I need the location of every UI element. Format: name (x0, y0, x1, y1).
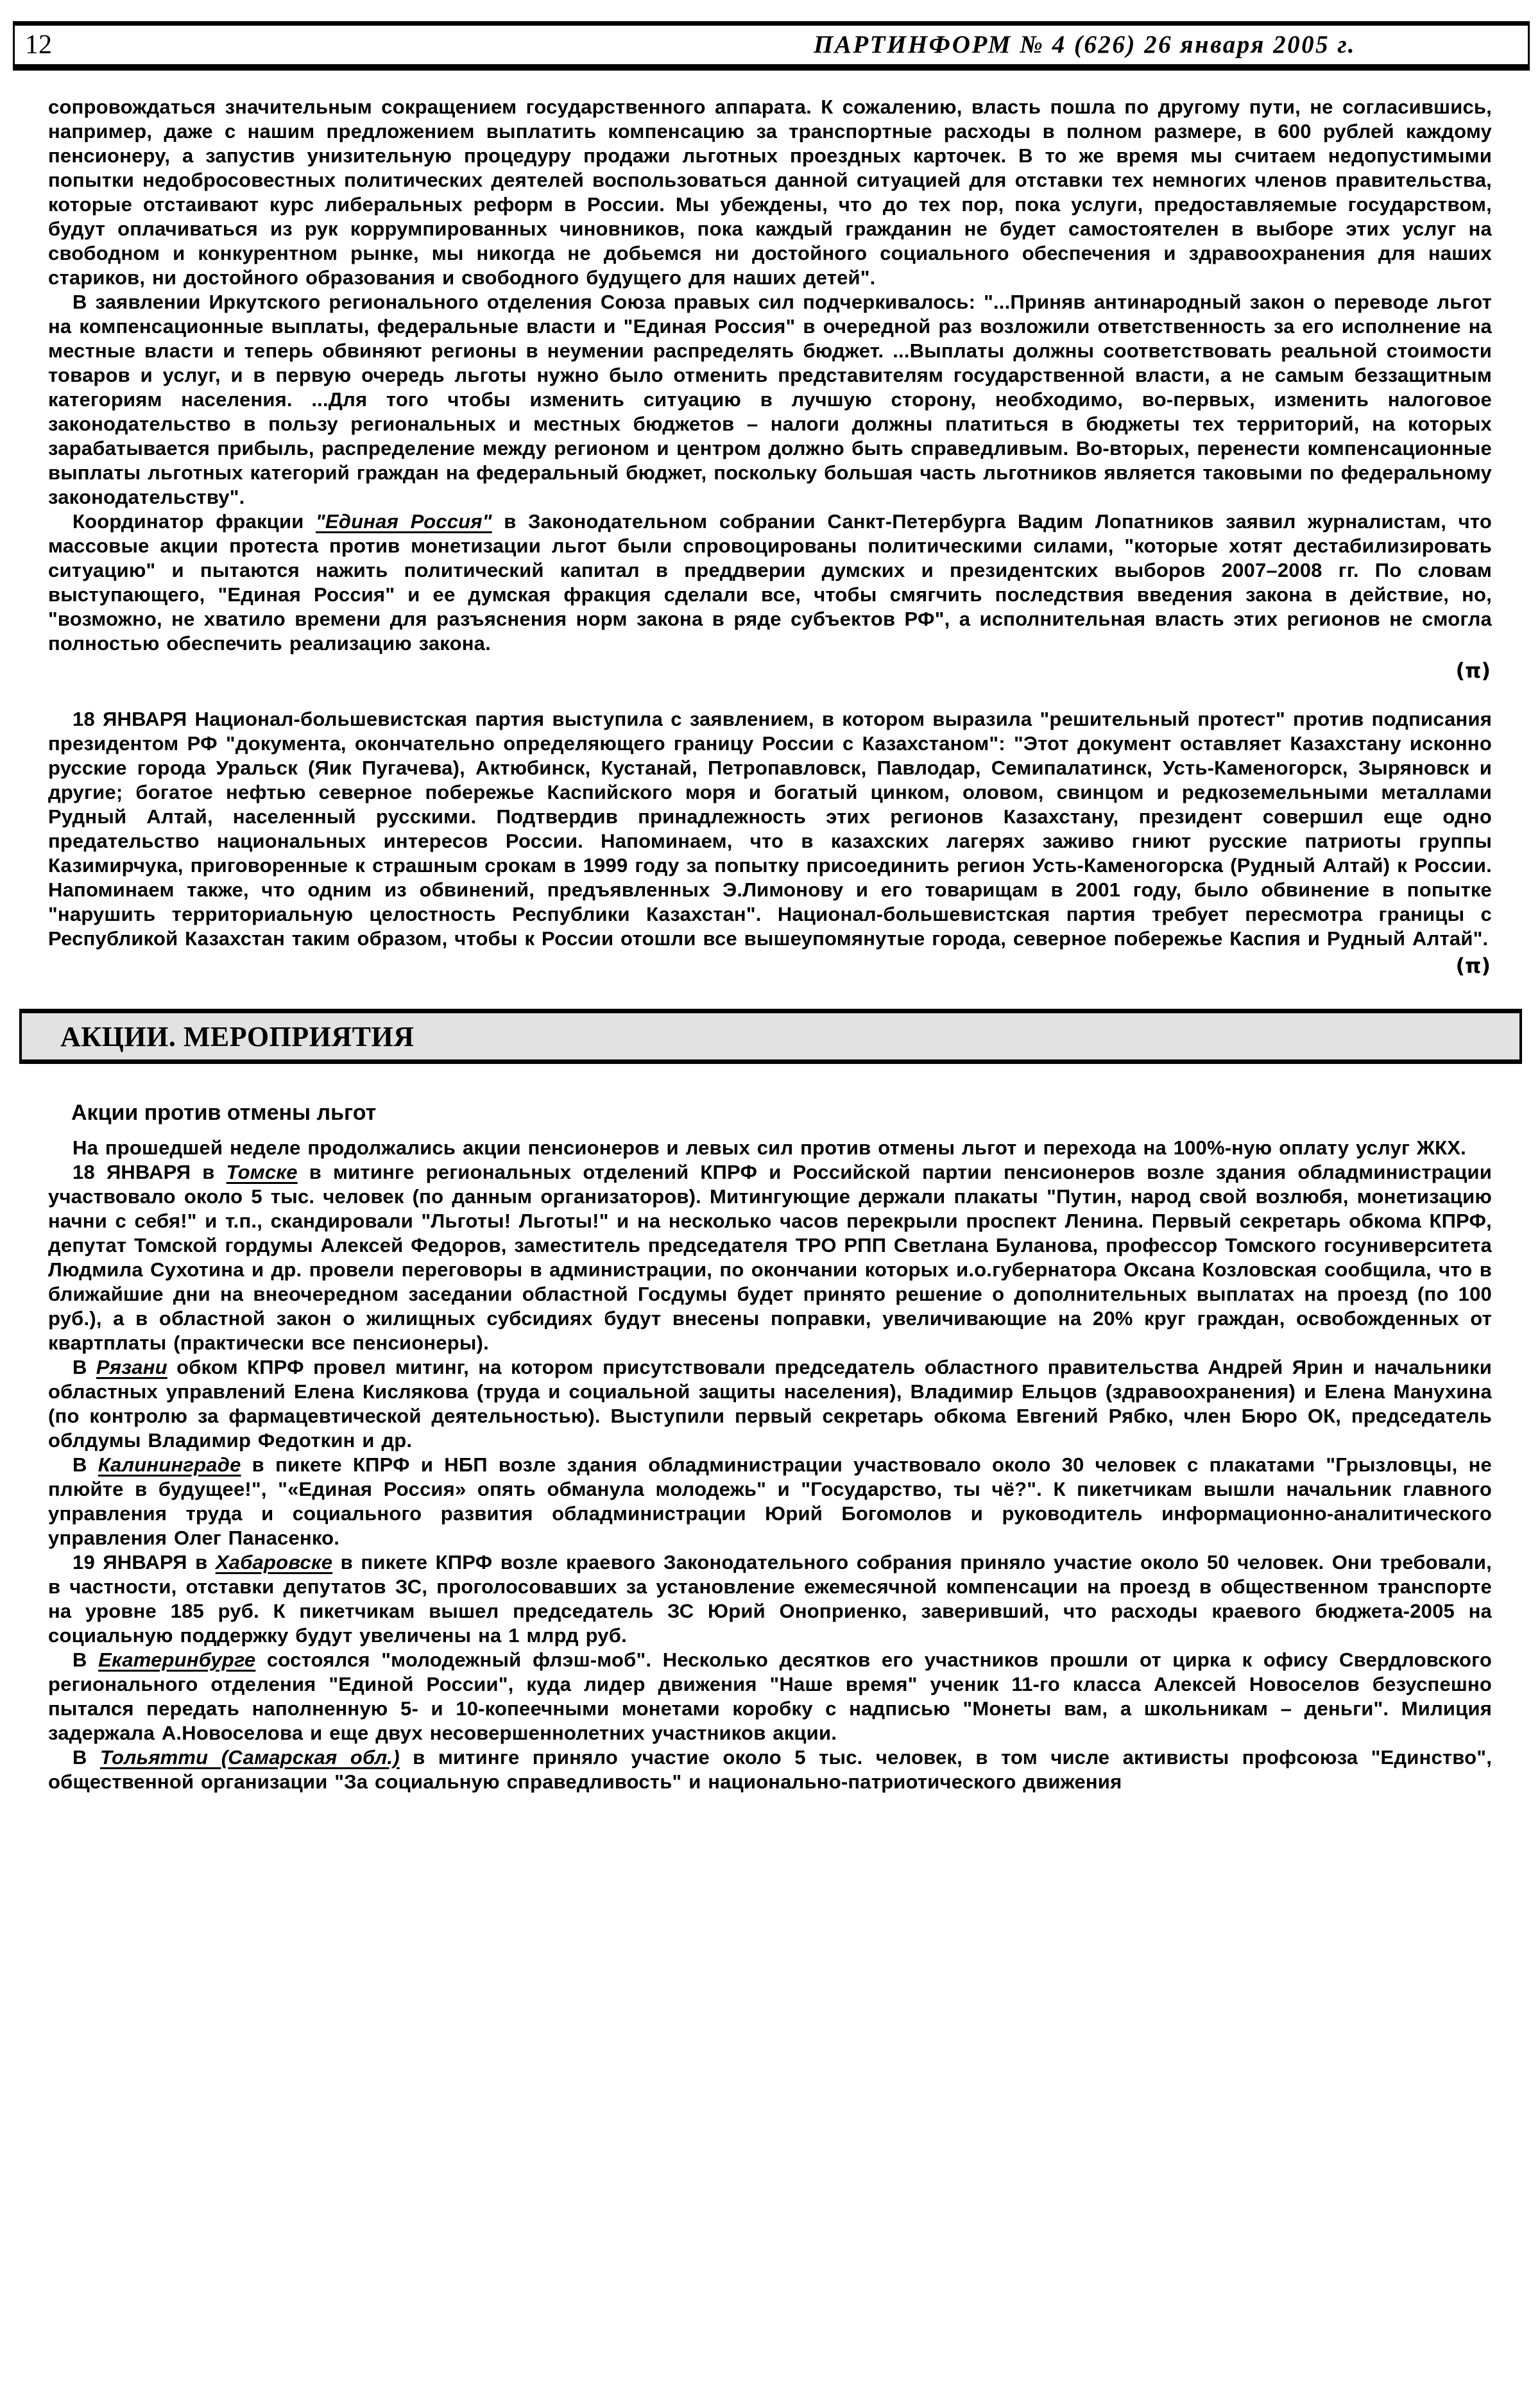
item-end-mark: (π) (1455, 658, 1491, 683)
text-run: В заявлении Иркутского регионального отделения Союза правых сил подчеркивалось: "...Приняв антинародный закон о переводе льгот на компенсационные выплаты, федеральные власти и "Единая Россия" в очередной раз возложили ответственность за его исполнение на местные власти и теперь обвиняют регионы в неумении распределять бюджет. ...Выплаты должны соответствовать реальной стоимости товаров и услуг, и в первую очередь льготы нужно было отменить представителям государственной власти, а не самым беззащитным категориям населения. ...Для того чтобы изменить ситуацию в лучшую сторону, необходимо, во-первых, изменить налоговое законодательство в пользу региональных и местных бюджетов – налоги должны платиться в бюджеты тех территорий, на которых зарабатывается прибыль, распределение между регионом и центром должно быть справедливым. Во-вторых, перенести компенсационные выплаты льготных категорий граждан на федеральный бюджет, поскольку большая часть льготников является таковыми по федеральному законодательству". (48, 291, 1492, 508)
emphasized-text: Тольятти (Самарская обл.) (100, 1746, 400, 1769)
emphasized-text: Хабаровске (215, 1551, 333, 1573)
text-run: сопровождаться значительным сокращением государственного аппарата. К сожалению, власть пошла по другому пути, не согласившись, например, даже с нашим предложением выплатить компенсацию за транспортные расходы в полном размере, в 600 рублей каждому пенсионеру, а запустив унизительную процедуру продажи льготных проездных карточек. В то же время мы считаем недопустимыми попытки недобросовестных политических деятелей воспользоваться данной ситуацией для отставки тех немногих членов правительства, которые отстаивают курс либеральных реформ в России. Мы убеждены, что до тех пор, пока услуги, предоставляемые государством, будут оплачиваться из рук коррумпированных чиновников, пока каждый гражданин не будет самостоятелен в выборе этих услуг на свободном и конкурентном рынке, мы никогда не добьемся ни достойного социального обеспечения и здравоохранения для наших стариков, ни достойного образования и свободного будущего для наших детей". (48, 96, 1492, 289)
text-run: В (73, 1356, 96, 1378)
text-run: в митинге приняло участие около 5 тыс. человек, в том числе активисты профсоюза "Единство", общественной организации "За социальную справедливость" и национально-патриотического движения (48, 1746, 1493, 1793)
text-run: в митинге региональных отделений КПРФ и Российской партии пенсионеров возле здания обладминистрации участвовало около 5 тыс. человек (по данным организаторов). Митингующие держали плакаты "Путин, народ свой возлюбя, монетизацию начни с себя!" и т.п., скандировали "Льготы! Льготы!" и на несколько часов перекрыли проспект Ленина. Первый секретарь обкома КПРФ, депутат Томской гордумы Алексей Федоров, заместитель председателя ТРО РПП Светлана Буланова, профессор Томского госуниверситета Людмила Сухотина и др. провели переговоры в администрации, по окончании которых и.о.губернатора Оксана Козловская сообщила, что в ближайшие дни на внеочередном заседании областной Госдумы будет принято решение о дополнительных выплатах на проезд (по 100 руб.), а в областной закон о жилищных субсидиях будут внесены поправки, увеличивающие на 20% круг граждан, освобожденных от квартплаты (практически все пенсионеры). (48, 1161, 1492, 1354)
emphasized-text: Калининграде (98, 1453, 241, 1476)
emphasized-text: Рязани (96, 1356, 167, 1378)
subheading: Акции против отмены льгот (71, 1101, 377, 1125)
paragraph (48, 707, 1492, 951)
text-run: в пикете КПРФ и НБП возле здания обладминистрации участвовало около 30 человек с плакатами "Грызловцы, не плюйте в будущее!", "«Единая Россия» опять обманула молодежь" и "Государство, ты чё?". К пикетчикам вышли начальник главного управления труда и социального развития обладминистрации Юрий Богомолов и руководитель информационно-аналитического управления Олег Панасенко. (48, 1453, 1493, 1549)
page-number: 12 (25, 30, 52, 60)
paragraph (48, 1355, 1492, 1453)
item-end-mark: (π) (1455, 954, 1491, 978)
paragraph (48, 1648, 1492, 1745)
paragraph (48, 1745, 1492, 1794)
text-run: На прошедшей неделе продолжались акции пенсионеров и левых сил против отмены льгот и перехода на 100%-ную оплату услуг ЖКХ. (73, 1136, 1466, 1159)
emphasized-text: Екатеринбурге (98, 1649, 256, 1671)
paragraph (48, 1160, 1492, 1355)
paragraph (48, 290, 1492, 510)
issue-title: ПАРТИНФОРМ № 4 (626) 26 января 2005 г. (814, 31, 1356, 58)
text-run: В (73, 1453, 98, 1476)
text-run: состоялся "молодежный флэш-моб". Несколько десятков его участников прошли от цирка к офису Свердловского регионального отделения "Единой России", куда лидер движения "Наше время" ученик 11-го класса Алексей Новоселов безуспешно пытался передать наполненную 5- и 10-копеечными монетами коробку с надписью "Монеты вам, а школьникам – деньги". Милиция задержала А.Новоселова и еще двух несовершеннолетних участников акции. (48, 1649, 1492, 1744)
text-run: в Законодательном собрании Санкт-Петербурга Вадим Лопатников заявил журналистам, что массовые акции протеста против монетизации льгот были спровоцированы политическими силами, "которые хотят дестабилизировать ситуацию" и пытаются нажить политический капитал в преддверии думских и президентских выборов 2007–2008 гг. По словам выступающего, "Единая Россия" и ее думская фракция сделали все, чтобы смягчить последствия введения закона в действие, но, "возможно, не хватило времени для разъяснения норм закона в ряде субъектов РФ", а исполнительная власть этих регионов не смогла полностью обеспечить реализацию закона. (48, 510, 1492, 655)
paragraph (48, 95, 1492, 290)
paragraph (48, 1550, 1492, 1648)
text-run: обком КПРФ провел митинг, на котором присутствовали председатель областного правительства Андрей Ярин и начальники областных управлений Елена Кислякова (труда и социальной защиты населения), Владимир Ельцов (здравоохранения) и Елена Манухина (по контролю за фармацевтической деятельностью). Выступили первый секретарь обкома Евгений Рябко, член Бюро ОК, председатель облдумы Владимир Федоткин и др. (48, 1356, 1492, 1452)
masthead (13, 21, 1530, 71)
text-run: в пикете КПРФ возле краевого Законодательного собрания приняло участие около 50 человек. Они требовали, в частности, отставки депутатов ЗС, проголосовавших за установление ежемесячной компенсации на проезд в общественном транспорте на уровне 185 руб. К пикетчикам вышел председатель ЗС Юрий Оноприенко, заверивший, что расходы краевого бюджета-2005 на социальную поддержку будут увеличены на 1 млрд руб. (48, 1551, 1492, 1647)
section-header-box (19, 1009, 1522, 1064)
emphasized-text: Томске (226, 1161, 298, 1183)
text-run: 18 ЯНВАРЯ в (73, 1161, 227, 1183)
paragraph (48, 1453, 1492, 1550)
document-body (48, 95, 1492, 1794)
text-run: 18 ЯНВАРЯ Национал-большевистская партия выступила с заявлением, в котором выразила "решительный протест" против подписания президентом РФ "документа, окончательно определяющего границу России с Казахстаном": "Этот документ оставляет Казахстану исконно русские города Уральск (Яик Пугачева), Актюбинск, Кустанай, Петропавловск, Павлодар, Семипалатинск, Усть-Каменогорск, Зыряновск и другие; богатое нефтью северное побережье Каспийского моря и богатый цинком, оловом, свинцом и редкоземельными металлами Рудный Алтай, населенный русскими. Подтвердив принадлежность этих регионов Казахстану, президент совершил еще одно предательство национальных интересов России. Напоминаем, что в казахских лагерях заживо гниют русские патриоты группы Казимирчука, приговоренные к страшным срокам в 1999 году за попытку присоединить регион Усть-Каменогорска (Рудный Алтай) к России. Напоминаем также, что одним из обвинений, предъявленных Э.Лимонову и его товарищам в 2001 году, было обвинение в попытке "нарушить территориальную целостность Республики Казахстан". Национал-большевистская партия требует пересмотра границы с Республикой Казахстан таким образом, чтобы к России отошли все вышеупомянутые города, северное побережье Каспия и Рудный Алтай". (48, 708, 1492, 950)
text-run: 19 ЯНВАРЯ в (73, 1551, 216, 1573)
paragraph (48, 510, 1492, 656)
text-run: В (73, 1649, 99, 1671)
text-run: Координатор фракции (73, 510, 316, 533)
section-header-title: АКЦИИ. МЕРОПРИЯТИЯ (60, 1021, 415, 1052)
emphasized-text: "Единая Россия" (316, 510, 492, 533)
text-run: В (73, 1746, 101, 1769)
paragraph (48, 1136, 1492, 1160)
